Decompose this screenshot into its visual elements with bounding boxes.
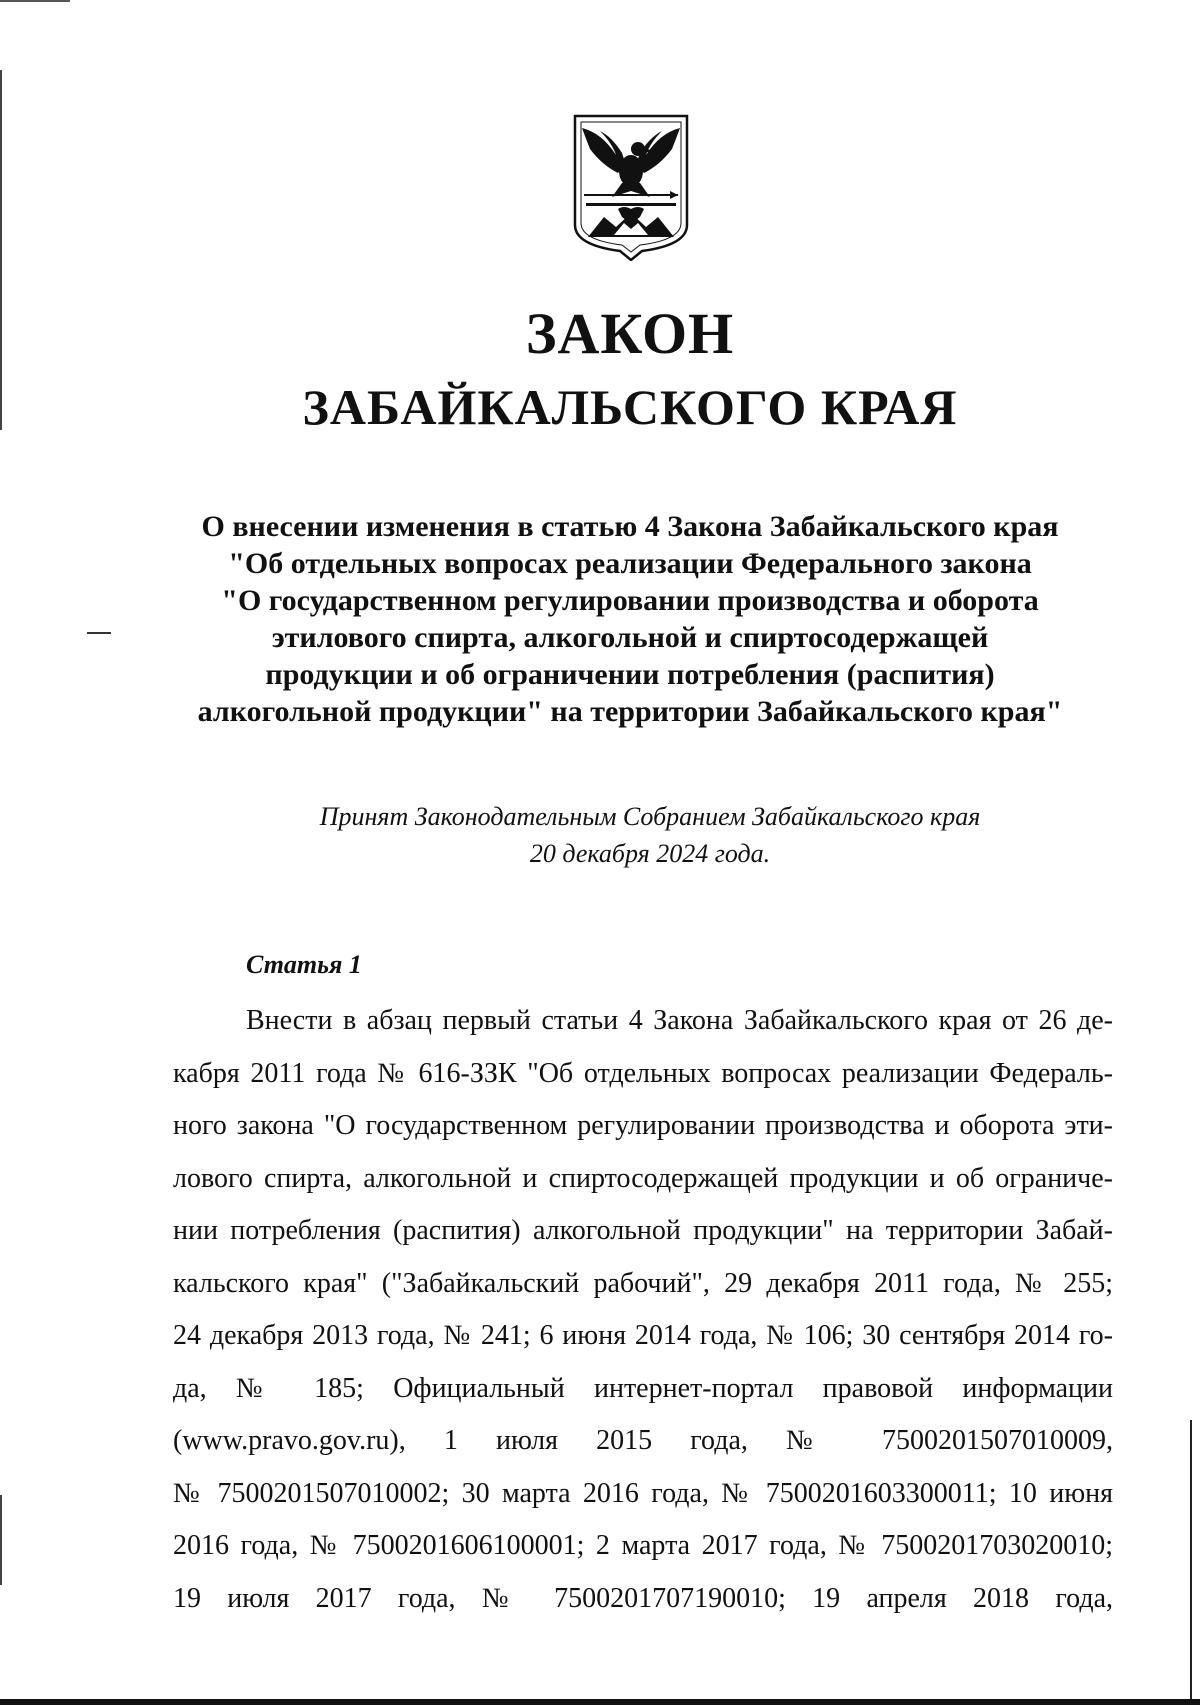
scan-artifact-left-edge-lower <box>0 1495 2 1585</box>
article-body <box>173 995 1113 1625</box>
body-line: да, № 185; Официальный интернет-портал правовой информации <box>173 1372 1113 1404</box>
scan-artifact-right-edge <box>1190 1420 1192 1705</box>
body-line: ного закона "О государственном регулировании производства и оборота эти- <box>173 1110 1113 1141</box>
scan-artifact-bottom-edge <box>0 1699 1200 1705</box>
body-line: нии потребления (распития) алкогольной продукции" на территории Забай- <box>173 1215 1113 1246</box>
law-subject <box>170 508 1090 730</box>
law-heading: ЗАКОН <box>525 301 735 366</box>
body-line: 19 июля 2017 года, № 7500201707190010; 19 апреля 2018 года, <box>173 1582 1113 1614</box>
adoption-line: Принят Законодательным Собранием Забайкальского края <box>319 802 981 831</box>
adoption-date: 20 декабря 2024 года. <box>529 839 771 868</box>
body-line: Внести в абзац первый статьи 4 Закона Забайкальского края от 26 де- <box>246 1005 1113 1036</box>
subject-line: "О государственном регулировании производства и оборота <box>221 584 1039 617</box>
coat-of-arms-icon <box>572 113 690 261</box>
body-line: 24 декабря 2013 года, № 241; 6 июня 2014 года, № 106; 30 сентября 2014 го- <box>173 1320 1113 1351</box>
body-line: кабря 2011 года № 616-ЗЗК "Об отдельных вопросах реализации Федераль- <box>173 1057 1113 1089</box>
subject-line: алкогольной продукции" на территории Забайкальского края" <box>197 695 1063 728</box>
subject-line: О внесении изменения в статью 4 Закона Забайкальского края <box>201 510 1059 543</box>
subject-line: продукции и об ограничении потребления (распития) <box>265 658 995 691</box>
scan-artifact-dash <box>87 632 111 634</box>
subject-line: "Об отдельных вопросах реализации Федерального закона <box>228 547 1032 580</box>
law-region-heading: ЗАБАЙКАЛЬСКОГО КРАЯ <box>302 379 958 435</box>
body-line: 2016 года, № 7500201606100001; 2 марта 2017 года, № 7500201703020010; <box>173 1530 1113 1561</box>
body-line: (www.pravo.gov.ru), 1 июля 2015 года, № 7500201507010009, <box>173 1425 1113 1456</box>
body-line: лового спирта, алкогольной и спиртосодержащей продукции и об ограниче- <box>173 1162 1113 1194</box>
body-line: № 7500201507010002; 30 марта 2016 года, № 7500201603300011; 10 июня <box>173 1477 1113 1509</box>
subject-line: этилового спирта, алкогольной и спиртосодержащей <box>271 621 989 654</box>
body-line: кальского края" ("Забайкальский рабочий", 29 декабря 2011 года, № 255; <box>173 1267 1113 1299</box>
adoption-note <box>270 798 1030 872</box>
scan-artifact-top <box>0 0 70 2</box>
scan-artifact-left-edge <box>0 70 2 430</box>
article-title: Статья 1 <box>246 950 362 979</box>
